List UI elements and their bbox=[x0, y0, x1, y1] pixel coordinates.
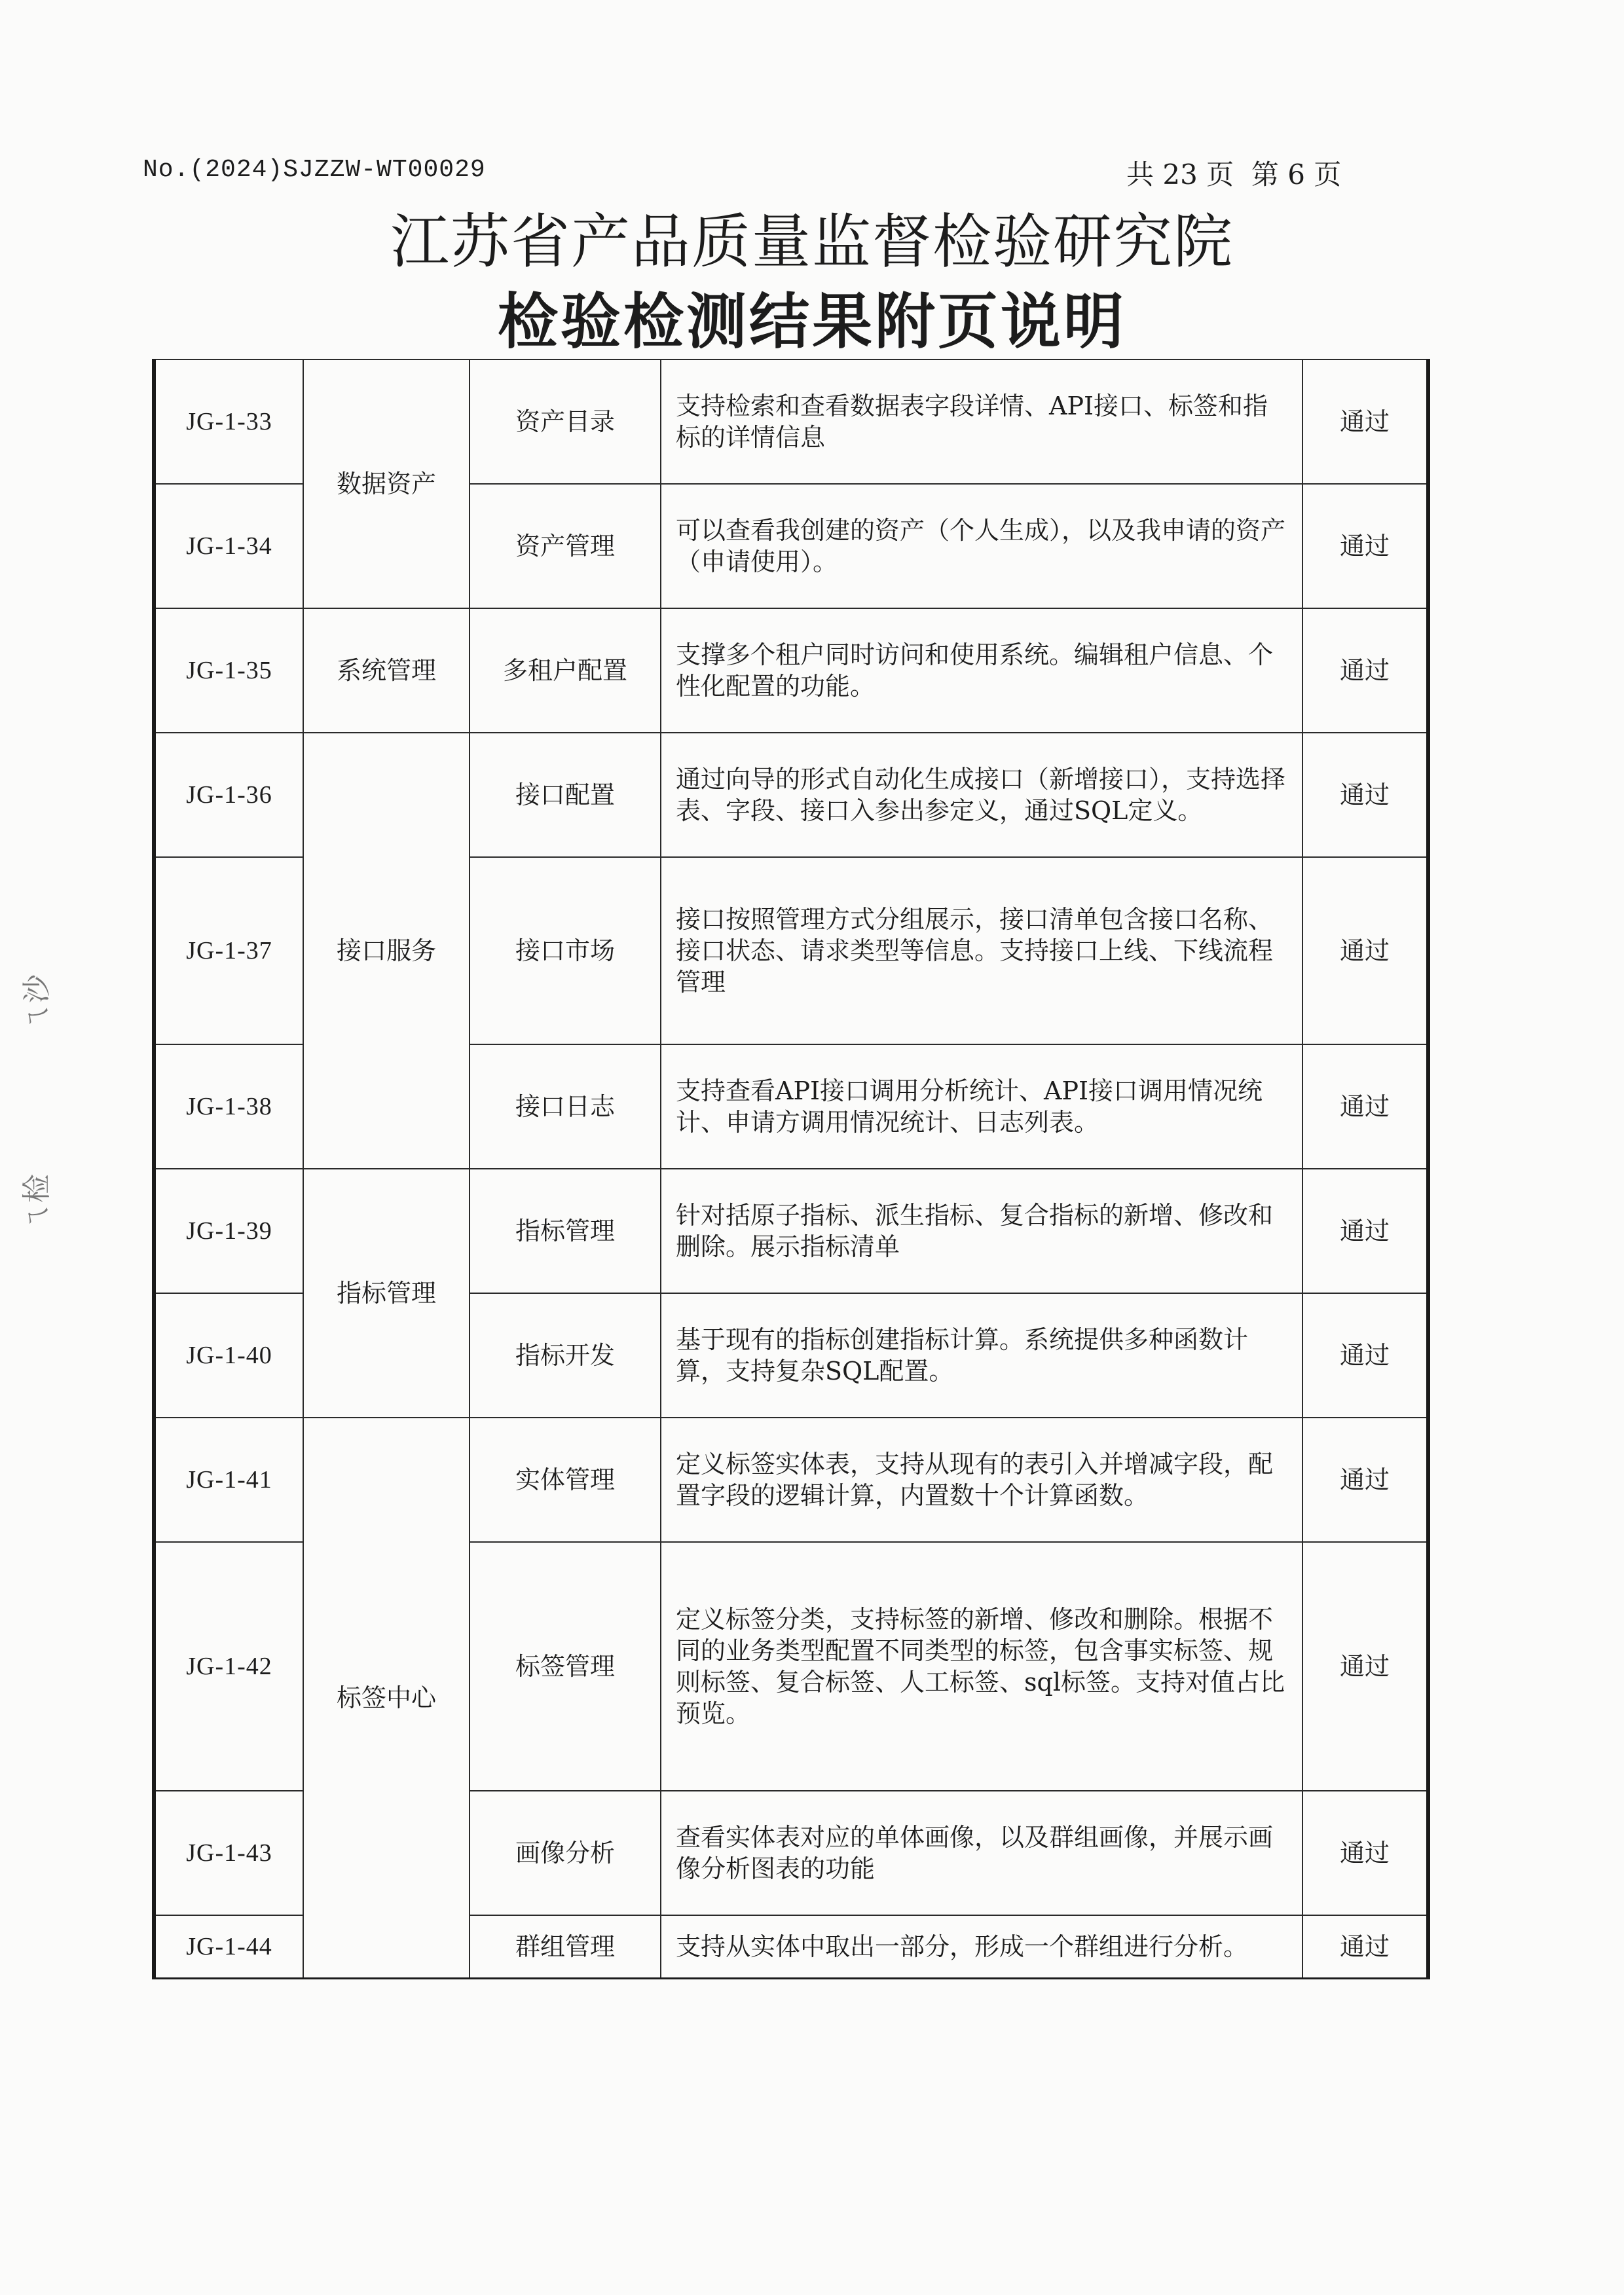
result-cell: 通过 bbox=[1302, 1915, 1428, 1978]
module-cell: 接口配置 bbox=[470, 733, 661, 857]
description-cell: 定义标签分类，支持标签的新增、修改和删除。根据不同的业务类型配置不同类型的标签，包含事实标签、规则标签、复合标签、人工标签、sql标签。支持对值占比预览。 bbox=[661, 1542, 1302, 1791]
description-cell: 支持查看API接口调用分析统计、API接口调用情况统计、申请方调用情况统计、日志列表。 bbox=[661, 1044, 1302, 1169]
table-row bbox=[154, 1169, 1428, 1293]
module-cell: 群组管理 bbox=[470, 1915, 661, 1978]
description-cell: 支撑多个租户同时访问和使用系统。编辑租户信息、个性化配置的功能。 bbox=[661, 608, 1302, 733]
result-cell: 通过 bbox=[1302, 1418, 1428, 1542]
result-cell: 通过 bbox=[1302, 733, 1428, 857]
table-row bbox=[154, 733, 1428, 857]
module-cell: 指标开发 bbox=[470, 1293, 661, 1418]
item-id: JG-1-38 bbox=[154, 1044, 303, 1169]
module-cell: 实体管理 bbox=[470, 1418, 661, 1542]
module-cell: 资产管理 bbox=[470, 484, 661, 608]
item-id: JG-1-44 bbox=[154, 1915, 303, 1978]
category-cell: 数据资产 bbox=[303, 359, 470, 608]
item-id: JG-1-34 bbox=[154, 484, 303, 608]
table-row bbox=[154, 359, 1428, 484]
item-id: JG-1-37 bbox=[154, 857, 303, 1044]
item-id: JG-1-36 bbox=[154, 733, 303, 857]
result-cell: 通过 bbox=[1302, 1044, 1428, 1169]
category-cell: 系统管理 bbox=[303, 608, 470, 733]
document-subtitle: 检验检测结果附页说明 bbox=[497, 286, 1126, 357]
module-cell: 画像分析 bbox=[470, 1791, 661, 1915]
description-cell: 针对括原子指标、派生指标、复合指标的新增、修改和删除。展示指标清单 bbox=[661, 1169, 1302, 1293]
description-cell: 查看实体表对应的单体画像，以及群组画像，并展示画像分析图表的功能 bbox=[661, 1791, 1302, 1915]
margin-stamp-mark: ㄟ检 bbox=[20, 1174, 54, 1232]
item-id: JG-1-43 bbox=[154, 1791, 303, 1915]
module-cell: 接口日志 bbox=[470, 1044, 661, 1169]
description-cell: 可以查看我创建的资产（个人生成），以及我申请的资产（申请使用）。 bbox=[661, 484, 1302, 608]
institute-title: 江苏省产品质量监督检验研究院 bbox=[390, 208, 1234, 276]
result-cell: 通过 bbox=[1302, 484, 1428, 608]
table-row bbox=[154, 608, 1428, 733]
description-cell: 支持从实体中取出一部分，形成一个群组进行分析。 bbox=[661, 1915, 1302, 1978]
description-cell: 通过向导的形式自动化生成接口（新增接口），支持选择表、字段、接口入参出参定义，通过SQL定义。 bbox=[661, 733, 1302, 857]
item-id: JG-1-35 bbox=[154, 608, 303, 733]
item-id: JG-1-40 bbox=[154, 1293, 303, 1418]
result-cell: 通过 bbox=[1302, 359, 1428, 484]
table-row bbox=[154, 1418, 1428, 1542]
description-cell: 基于现有的指标创建指标计算。系统提供多种函数计算，支持复杂SQL配置。 bbox=[661, 1293, 1302, 1418]
module-cell: 指标管理 bbox=[470, 1169, 661, 1293]
module-cell: 标签管理 bbox=[470, 1542, 661, 1791]
category-cell: 指标管理 bbox=[303, 1169, 470, 1418]
result-cell: 通过 bbox=[1302, 1791, 1428, 1915]
description-cell: 支持检索和查看数据表字段详情、API接口、标签和指标的详情信息 bbox=[661, 359, 1302, 484]
result-cell: 通过 bbox=[1302, 608, 1428, 733]
item-id: JG-1-42 bbox=[154, 1542, 303, 1791]
item-id: JG-1-33 bbox=[154, 359, 303, 484]
result-cell: 通过 bbox=[1302, 1169, 1428, 1293]
result-cell: 通过 bbox=[1302, 857, 1428, 1044]
module-cell: 多租户配置 bbox=[470, 608, 661, 733]
item-id: JG-1-41 bbox=[154, 1418, 303, 1542]
results-table bbox=[152, 359, 1430, 1979]
margin-stamp-mark: ㄟ沙 bbox=[20, 974, 54, 1032]
category-cell: 接口服务 bbox=[303, 733, 470, 1169]
document-number: No.(2024)SJZZW-WT00029 bbox=[143, 156, 486, 184]
page-info: 共 23 页 第 6 页 bbox=[1126, 158, 1342, 191]
description-cell: 定义标签实体表，支持从现有的表引入并增减字段，配置字段的逻辑计算，内置数十个计算函数。 bbox=[661, 1418, 1302, 1542]
module-cell: 资产目录 bbox=[470, 359, 661, 484]
description-cell: 接口按照管理方式分组展示，接口清单包含接口名称、接口状态、请求类型等信息。支持接口上线、下线流程管理 bbox=[661, 857, 1302, 1044]
result-cell: 通过 bbox=[1302, 1542, 1428, 1791]
category-cell: 标签中心 bbox=[303, 1418, 470, 1978]
result-cell: 通过 bbox=[1302, 1293, 1428, 1418]
item-id: JG-1-39 bbox=[154, 1169, 303, 1293]
module-cell: 接口市场 bbox=[470, 857, 661, 1044]
